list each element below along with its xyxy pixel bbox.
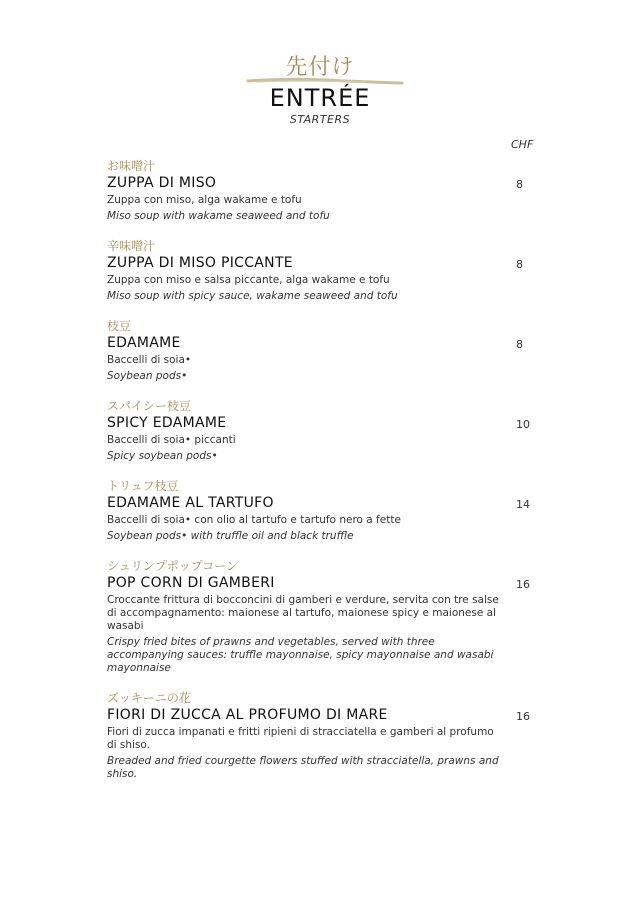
- item-description-italian: Fiori di zucca impanati e fritti ripieni di stracciatella e gamberi al profumo di shiso.: [107, 726, 494, 751]
- item-description-english: Crispy fried bites of prawns and vegetables, served with three accompanying sauces: truffle mayonnaise, spicy mayonnaise and wasabi mayonnaise: [107, 636, 494, 674]
- menu-item: [107, 558, 547, 675]
- menu-header: [0, 52, 640, 128]
- item-japanese-name: トリュフ枝豆: [107, 479, 179, 493]
- item-description-english: Miso soup with wakame seaweed and tofu: [107, 210, 330, 222]
- item-price: 16: [516, 710, 530, 723]
- item-name: EDAMAME AL TARTUFO: [107, 495, 274, 511]
- item-japanese-name: お味噌汁: [107, 159, 156, 173]
- item-price: 16: [516, 578, 530, 591]
- item-japanese-name: 辛味噌汁: [107, 239, 156, 253]
- item-description-english: Miso soup with spicy sauce, wakame seaweed and tofu: [107, 290, 398, 302]
- menu-item: [107, 690, 547, 781]
- item-name: ZUPPA DI MISO: [107, 175, 217, 191]
- item-japanese-name: ズッキーニの花: [107, 691, 191, 705]
- item-japanese-name: スパイシー枝豆: [107, 399, 192, 413]
- item-name: EDAMAME: [107, 335, 181, 351]
- item-description-italian: Croccante frittura di bocconcini di gamberi e verdure, servita con tre salse di accompagnamento: maionese al tartufo, maionese spicy e maionese al wasabi: [107, 594, 499, 632]
- item-japanese-name: 枝豆: [107, 319, 132, 333]
- item-name: FIORI DI ZUCCA AL PROFUMO DI MARE: [107, 707, 388, 723]
- item-description-english: Breaded and fried courgette flowers stuffed with stracciatella, prawns and shiso.: [107, 755, 499, 780]
- menu-items-list: [107, 158, 547, 796]
- menu-item: [107, 238, 547, 303]
- item-price: 10: [516, 418, 530, 431]
- item-description-italian: Baccelli di soia• piccanti: [107, 434, 236, 446]
- menu-item: [107, 478, 547, 543]
- item-description-italian: Zuppa con miso, alga wakame e tofu: [107, 194, 302, 206]
- item-price: 14: [516, 498, 530, 511]
- item-description-english: Soybean pods•: [107, 370, 188, 382]
- item-name: ZUPPA DI MISO PICCANTE: [107, 255, 293, 271]
- menu-item: [107, 158, 547, 223]
- item-description-italian: Baccelli di soia• con olio al tartufo e tartufo nero a fette: [107, 514, 401, 526]
- item-description-italian: Baccelli di soia•: [107, 354, 192, 366]
- item-name: POP CORN DI GAMBERI: [107, 575, 275, 591]
- section-subtitle: STARTERS: [289, 113, 351, 126]
- menu-item: [107, 398, 547, 463]
- item-name: SPICY EDAMAME: [107, 415, 227, 431]
- item-japanese-name: シュリンプポップコーン: [107, 559, 238, 573]
- item-description-english: Spicy soybean pods•: [107, 450, 218, 462]
- item-price: 8: [516, 338, 523, 351]
- section-title: ENTRÉE: [269, 84, 371, 112]
- item-description-english: Soybean pods• with truffle oil and black truffle: [107, 530, 354, 542]
- item-description-italian: Zuppa con miso e salsa piccante, alga wakame e tofu: [107, 274, 390, 286]
- japanese-section-title: 先付け: [285, 55, 355, 80]
- item-price: 8: [516, 178, 523, 191]
- currency-label: CHF: [511, 138, 534, 151]
- item-price: 8: [516, 258, 523, 271]
- menu-item: [107, 318, 547, 383]
